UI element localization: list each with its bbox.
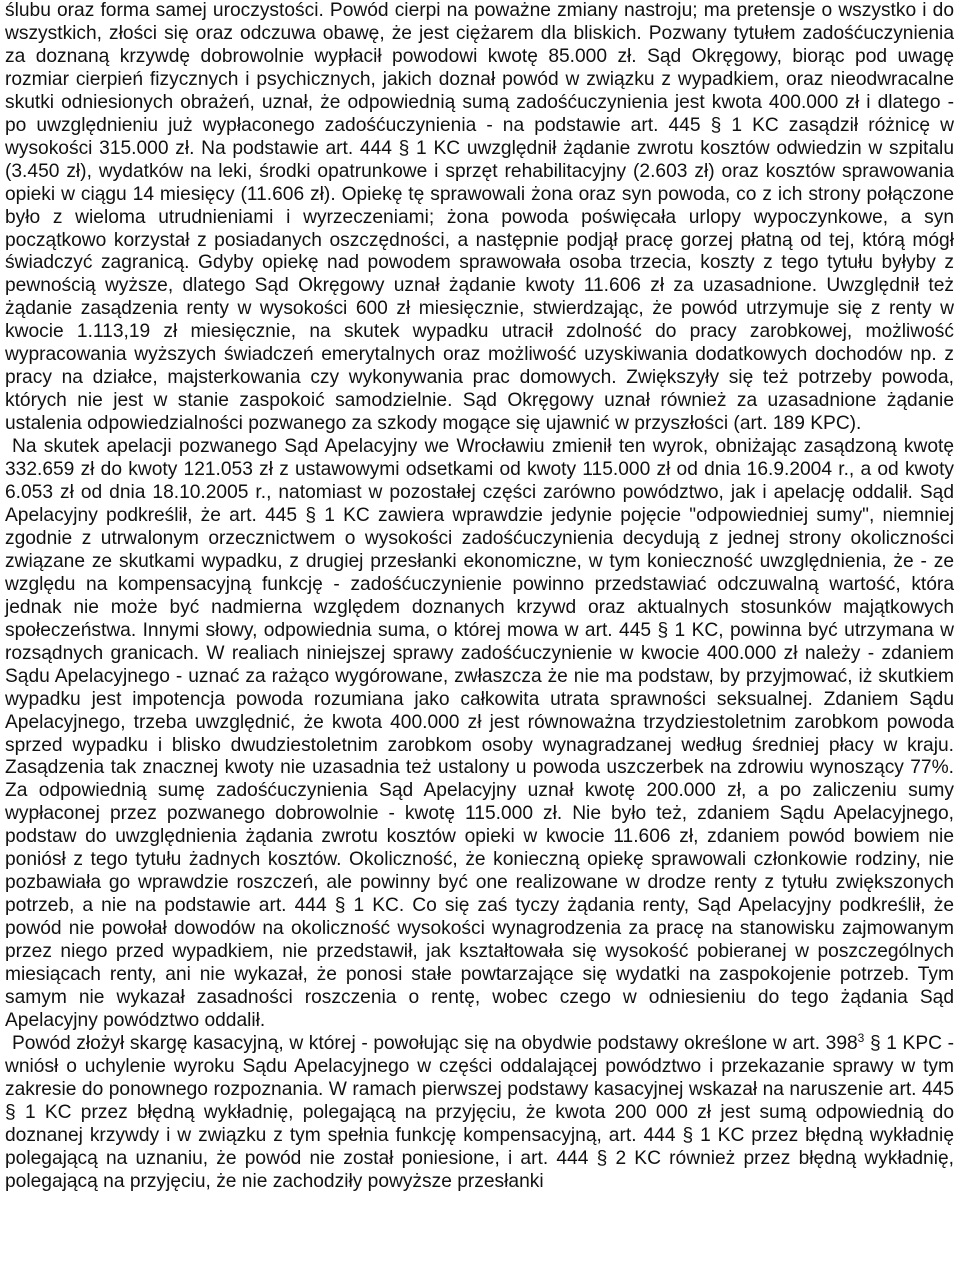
article-superscript: 3	[857, 1030, 865, 1045]
paragraph-1: ślubu oraz forma samej uroczystości. Powód cierpi na poważne zmiany nastroju; ma pretensje o wszystko i do wszystkich, złości się oraz odczuwa obawę, że jest ciężarem dla bliskich. Pozwany tytułem zadośćuczynienia za doznaną krzywdę dobrowolnie wypłacił powodowi kwotę 85.000 zł. Sąd Okręgowy, biorąc pod uwagę rozmiar cierpień fizycznych i psychicznych, jakich doznał powód w związku z wypadkiem, oraz nieodwracalne skutki odniesionych obrażeń, uznał, że odpowiednią sumą zadośćuczynienia jest kwota 400.000 zł i dlatego - po uwzględnieniu już wypłaconego zadośćuczynienia - na podstawie art. 445 § 1 KC zasądził różnicę w wysokości 315.000 zł. Na podstawie art. 444 § 1 KC uwzględnił żądanie zwrotu kosztów odwiedzin w szpitalu (3.450 zł), wydatków na leki, środki opatrunkowe i sprzęt rehabilitacyjny (2.603 zł) oraz kosztów sprawowania opieki w ciągu 14 miesięcy (11.606 zł). Opiekę tę sprawowali żona oraz syn powoda, co z ich strony połączone było z wieloma utrudnieniami i wyrzeczeniami; żona powoda poświęcała urlopy wypoczynkowe, a syn początkowo korzystał z posiadanych oszczędności, a następnie podjął pracę gorzej płatną od tej, którą mógł świadczyć zagranicą. Gdyby opiekę nad powodem sprawowała osoba trzecia, koszty z tego tytułu byłyby z pewnością wyższe, dlatego Sąd Okręgowy uznał żądanie kwoty 11.606 zł za uzasadnione. Uwzględnił też żądanie zasądzenia renty w wysokości 600 zł miesięcznie, stwierdzając, że powód utrzymuje się z renty w kwocie 1.113,19 zł miesięcznie, na skutek wypadku utracił zdolność do pracy zarobkowej, możliwość wypracowania wyższych świadczeń emerytalnych oraz możliwość uzyskiwania dodatkowych dochodów np. z pracy na działce, majsterkowania czy wykonywania prac domowych. Zwiększyły się też potrzeby powoda, których nie jest w stanie zaspokoić samodzielnie. Sąd Okręgowy uznał również za uzasadnione żądanie ustalenia odpowiedzialności pozwanego za szkody mogące się ujawnić w przyszłości (art. 189 KPC).	[5, 0, 954, 435]
paragraph-2: Na skutek apelacji pozwanego Sąd Apelacyjny we Wrocławiu zmienił ten wyrok, obniżając zasądzoną kwotę 332.659 zł do kwoty 121.053 zł z ustawowymi odsetkami od kwoty 115.000 zł od dnia 16.9.2004 r., a od kwoty 6.053 zł od dnia 18.10.2005 r., natomiast w pozostałej części zarówno powództwo, jak i apelację oddalił. Sąd Apelacyjny podkreślił, że art. 445 § 1 KC zawiera wprawdzie jedynie pojęcie "odpowiedniej sumy", niemniej zgodnie z utrwalonym orzecznictwem o wysokości zadośćuczynienia decydują z jednej strony okoliczności związane ze skutkami wypadku, z drugiej przesłanki ekonomiczne, w tym konieczność uwzględnienia, że - ze względu na kompensacyjną funkcję - zadośćuczynienie powinno przedstawiać odczuwalną wartość, która jednak nie może być nadmierna względem doznanych krzywd oraz aktualnych stosunków majątkowych społeczeństwa. Innymi słowy, odpowiednia suma, o której mowa w art. 445 § 1 KC, powinna być utrzymana w rozsądnych granicach. W realiach niniejszej sprawy zadośćuczynienie w kwocie 400.000 zł należy - zdaniem Sądu Apelacyjnego - uznać za rażąco wygórowane, zwłaszcza że nie ma podstaw, by przyjmować, iż skutkiem wypadku jest impotencja powoda rozumiana jako całkowita utrata sprawności seksualnej. Zdaniem Sądu Apelacyjnego, trzeba uwzględnić, że kwota 400.000 zł jest równoważna trzydziestoletnim zarobkom powoda sprzed wypadku i blisko dwudziestoletnim zarobkom osoby wynagradzanej według średniej płacy w kraju. Zasądzenia tak znacznej kwoty nie uzasadnia też ustalony u powoda uszczerbek na zdrowiu wynoszący 77%. Za odpowiednią sumę zadośćuczynienia Sąd Apelacyjny uznał kwotę 200.000 zł, a po zaliczeniu sumy wypłaconej przez pozwanego dobrowolnie - kwotę 115.000 zł. Nie było też, zdaniem Sądu Apelacyjnego, podstaw do uwzględnienia żądania zwrotu kosztów opieki w kwocie 11.606 zł, zdaniem powód bowiem nie poniósł z tego tytułu żadnych kosztów. Okoliczność, że konieczną opiekę sprawowali członkowie rodziny, nie pozbawiała go wprawdzie roszczeń, ale powinny być one realizowane w drodze renty z tytułu zwiększonych potrzeb, a nie na podstawie art. 444 § 1 KC. Co się zaś tyczy żądania renty, Sąd Apelacyjny podkreślił, że powód nie powołał dowodów na okoliczność wysokości wynagrodzenia za pracę na stanowisku zajmowanym przez niego przed wypadkiem, nie przedstawił, jak kształtowała się wysokość pobieranej w poszczególnych miesiącach renty, ani nie wykazał, że ponosi stałe powtarzające się wydatki na zaspokojenie potrzeb. Tym samym nie wykazał zasadności roszczenia o rentę, wobec czego w odniesieniu do tego żądania Sąd Apelacyjny powództwo oddalił.	[5, 436, 954, 1031]
paragraph-3-rest: § 1 KPC - wniósł o uchylenie wyroku Sądu Apelacyjnego w części oddalającej powództwo i przekazanie sprawy w tym zakresie do ponownego rozpoznania. W ramach pierwszej podstawy kasacyjnej wskazał na naruszenie art. 445 § 1 KC przez błędną wykładnię, polegającą na przyjęciu, że kwota 200 000 zł jest sumą odpowiednią do doznanej krzywdy i w związku z tym spełnia funkcję kompensacyjną, art. 444 § 1 KC przez błędną wykładnię polegającą na uznaniu, że powód nie został poniesione, i art. 444 § 2 KC również przez błędną wykładnię, polegającą na przyjęciu, że nie zachodziły powyższe przesłanki	[5, 1032, 955, 1192]
paragraph-3	[5, 1030, 955, 1194]
paragraph-3-start: Powód złożył skargę kasacyjną, w której - powołując się na obydwie podstawy określone w art. 398	[12, 1032, 858, 1054]
